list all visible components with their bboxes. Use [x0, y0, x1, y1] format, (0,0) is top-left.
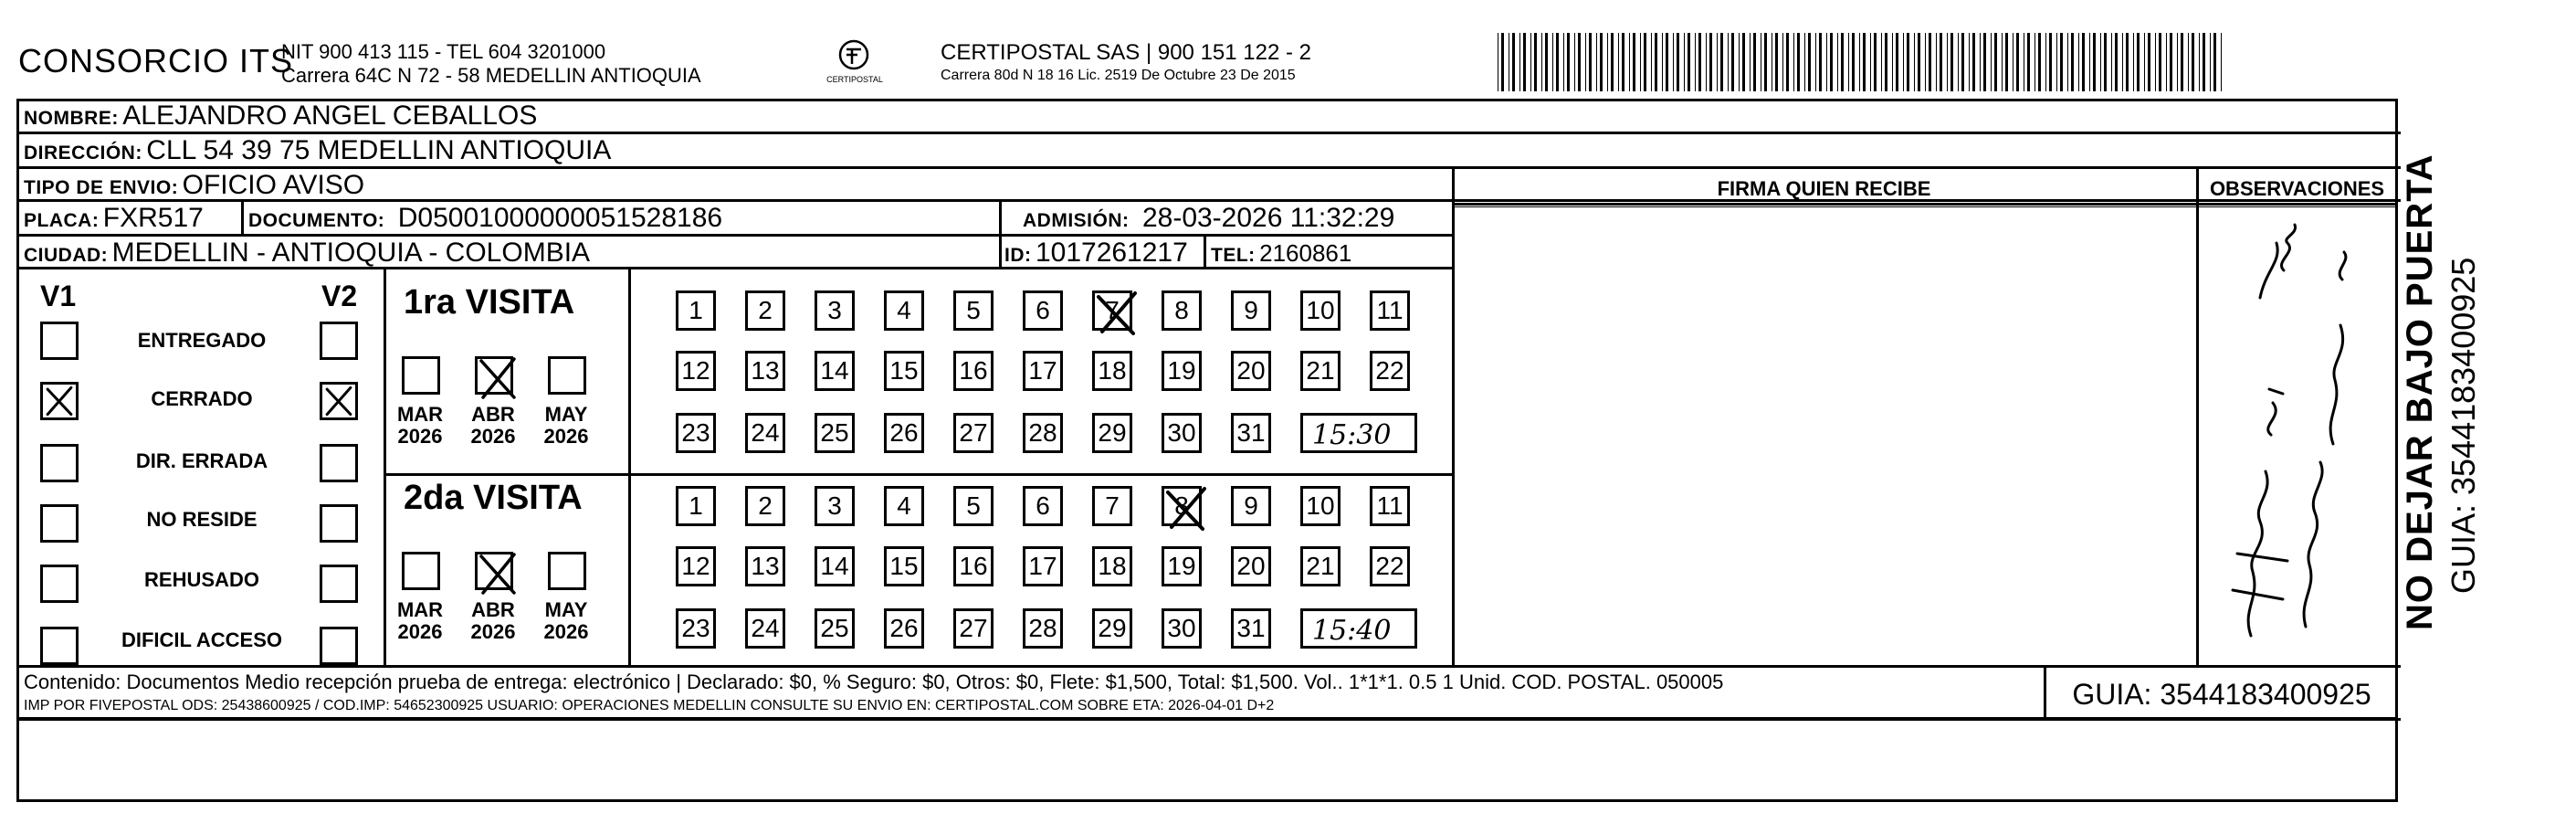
document-cell [248, 203, 722, 234]
day-box[interactable] [953, 290, 994, 331]
tel-label: TEL: [1211, 245, 1256, 266]
day-number: 14 [820, 356, 849, 385]
visit-time-box[interactable] [1300, 608, 1417, 649]
day-box[interactable] [745, 351, 785, 391]
city: MEDELLIN - ANTIOQUIA - COLOMBIA [111, 238, 591, 268]
day-number: 8 [1174, 296, 1189, 324]
day-box[interactable] [1162, 351, 1202, 391]
day-box[interactable] [953, 486, 994, 526]
month-label [391, 599, 449, 643]
day-number: 21 [1306, 552, 1335, 580]
day-number: 26 [889, 418, 919, 447]
recipient-name-row [24, 100, 537, 132]
day-box[interactable] [1092, 351, 1132, 391]
day-number: 22 [1375, 356, 1404, 385]
day-box[interactable] [676, 413, 716, 453]
day-box[interactable] [1162, 486, 1202, 526]
day-number: 6 [1036, 296, 1050, 324]
barcode [1498, 33, 2228, 91]
status-v2-checkbox[interactable] [320, 504, 358, 543]
day-number: 1 [689, 491, 703, 520]
imp-line: IMP POR FIVEPOSTAL ODS: 25438600925 / COD.IMP: 54652300925 USUARIO: OPERACIONES MEDELLIN CONSULTE SU ENVIO EN: CERTIPOSTAL.COM SOBRE ETA: 2026-04-01 D+2 [24, 698, 1275, 713]
visit-time: 15:30 [1312, 419, 1392, 451]
plate-label: PLACA: [24, 210, 100, 231]
day-number: 30 [1167, 614, 1196, 642]
status-label: DIR. ERRADA [135, 449, 268, 472]
certipostal-logo-text: CERTIPOSTAL [826, 75, 883, 84]
send-type-row [24, 170, 364, 201]
day-box[interactable] [676, 546, 716, 586]
day-number: 5 [966, 491, 981, 520]
send-type-label: TIPO DE ENVIO: [24, 177, 179, 198]
visit-time-box[interactable] [1300, 413, 1417, 453]
day-box[interactable] [1370, 546, 1410, 586]
day-number: 21 [1306, 356, 1335, 385]
day-box[interactable] [745, 546, 785, 586]
day-box[interactable] [1370, 351, 1410, 391]
day-box[interactable] [1370, 290, 1410, 331]
day-number: 16 [959, 356, 988, 385]
contents-line: Contenido: Documentos Medio recepción prueba de entrega: electrónico | Declarado: $0, % Seguro: $0, Otros: $0, Flete: $1,500, Total: $1,500. Vol.. 1*1*1. 0.5 1 Unid. COD. POSTAL. 050005 [24, 670, 1724, 693]
status-v1-checkbox[interactable] [40, 565, 79, 603]
admission-date: 28-03-2026 11:32:29 [1141, 203, 1395, 233]
day-number: 13 [751, 552, 780, 580]
status-v1-checkbox[interactable] [40, 627, 79, 665]
day-box[interactable] [745, 290, 785, 331]
bottom-blank-area [16, 718, 2398, 802]
v2-header: V2 [321, 280, 358, 312]
day-number: 11 [1376, 296, 1404, 324]
side-warning: NO DEJAR BAJO PUERTA [2400, 153, 2440, 630]
status-v1-checkbox[interactable] [40, 504, 79, 543]
day-number: 25 [820, 614, 849, 642]
admission-cell [1023, 203, 1394, 234]
day-number: 27 [959, 614, 988, 642]
day-number: 24 [751, 418, 780, 447]
day-number: 10 [1306, 491, 1335, 520]
day-number: 9 [1244, 491, 1258, 520]
day-box[interactable] [815, 486, 855, 526]
plate: FXR517 [102, 203, 204, 233]
day-box[interactable] [1092, 413, 1132, 453]
month-checkbox[interactable] [475, 552, 513, 590]
day-box[interactable] [1162, 546, 1202, 586]
day-box[interactable] [953, 546, 994, 586]
day-box[interactable] [676, 290, 716, 331]
day-number: 20 [1236, 356, 1266, 385]
side-notice [2400, 153, 2483, 630]
day-box[interactable] [1370, 486, 1410, 526]
day-box[interactable] [745, 608, 785, 649]
month-checkbox[interactable] [475, 356, 513, 395]
day-number: 25 [820, 418, 849, 447]
month-name: MAR [396, 598, 444, 621]
status-v2-checkbox[interactable] [320, 565, 358, 603]
courier-name: CERTIPOSTAL SAS | 900 151 122 - 2 [941, 40, 1311, 65]
month-year: 2026 [543, 620, 589, 643]
day-number: 22 [1375, 552, 1404, 580]
id-label: ID: [1004, 245, 1032, 266]
visit-time: 15:40 [1312, 615, 1392, 647]
status-v2-checkbox[interactable] [320, 627, 358, 665]
day-box[interactable] [1231, 546, 1271, 586]
day-number: 4 [897, 491, 911, 520]
day-number: 8 [1174, 491, 1189, 520]
day-number: 23 [681, 418, 710, 447]
month-year: 2026 [397, 425, 443, 448]
day-number: 3 [827, 491, 842, 520]
day-box[interactable] [676, 486, 716, 526]
month-year: 2026 [397, 620, 443, 643]
day-number: 7 [1105, 296, 1120, 324]
handwritten-observation [2196, 206, 2398, 665]
visit2-title: 2da VISITA [404, 479, 583, 517]
day-box[interactable] [884, 413, 924, 453]
document-number: D05001000000051528186 [397, 203, 723, 233]
day-box[interactable] [1300, 290, 1341, 331]
recipient-name: ALEJANDRO ANGEL CEBALLOS [122, 100, 538, 131]
day-number: 31 [1236, 418, 1266, 447]
day-box[interactable] [1023, 290, 1063, 331]
day-box[interactable] [1231, 608, 1271, 649]
day-number: 2 [758, 491, 773, 520]
courier-license: Carrera 80d N 18 16 Lic. 2519 De Octubre 23 De 2015 [941, 68, 1296, 83]
address-label: DIRECCIÓN: [24, 143, 142, 164]
day-box[interactable] [815, 608, 855, 649]
day-box[interactable] [1023, 546, 1063, 586]
day-box[interactable] [1092, 546, 1132, 586]
day-number: 2 [758, 296, 773, 324]
day-number: 3 [827, 296, 842, 324]
day-box[interactable] [1231, 486, 1271, 526]
day-number: 9 [1244, 296, 1258, 324]
day-number: 31 [1236, 614, 1266, 642]
day-box[interactable] [884, 486, 924, 526]
day-number: 18 [1098, 356, 1127, 385]
month-year: 2026 [543, 425, 589, 448]
day-number: 20 [1236, 552, 1266, 580]
day-mark-icon [1161, 483, 1212, 534]
month-name: MAY [544, 598, 588, 621]
tel-cell [1211, 239, 1351, 268]
day-number: 10 [1306, 296, 1335, 324]
day-number: 18 [1098, 552, 1127, 580]
month-label [537, 599, 595, 643]
day-box[interactable] [745, 413, 785, 453]
recipient-tel: 2160861 [1259, 239, 1352, 267]
day-number: 15 [889, 552, 919, 580]
day-number: 23 [681, 614, 710, 642]
day-box[interactable] [676, 608, 716, 649]
status-label: DIFICIL ACCESO [121, 628, 282, 651]
day-box[interactable] [1092, 608, 1132, 649]
day-number: 13 [751, 356, 780, 385]
status-label: NO RESIDE [146, 508, 258, 531]
day-box[interactable] [1231, 290, 1271, 331]
day-box[interactable] [1300, 486, 1341, 526]
month-label [391, 404, 449, 448]
v1-header: V1 [40, 280, 77, 312]
day-box[interactable] [1162, 608, 1202, 649]
send-type: OFICIO AVISO [182, 170, 365, 200]
day-box[interactable] [1092, 290, 1132, 331]
day-number: 19 [1167, 356, 1196, 385]
month-year: 2026 [470, 620, 516, 643]
plate-cell [24, 203, 204, 234]
day-number: 27 [959, 418, 988, 447]
document-label: DOCUMENTO: [248, 210, 385, 231]
day-box[interactable] [815, 351, 855, 391]
month-name: ABR [471, 403, 515, 426]
signature-header: FIRMA QUIEN RECIBE [1717, 177, 1931, 200]
month-label [464, 404, 522, 448]
day-box[interactable] [953, 608, 994, 649]
city-cell [24, 238, 590, 269]
day-box[interactable] [1092, 486, 1132, 526]
day-box[interactable] [1231, 413, 1271, 453]
observations-header: OBSERVACIONES [2209, 177, 2385, 200]
company-name: CONSORCIO ITS [18, 42, 294, 79]
name-label: NOMBRE: [24, 108, 119, 129]
status-v2-checkbox[interactable] [320, 322, 358, 360]
day-number: 12 [681, 356, 710, 385]
company-address: Carrera 64C N 72 - 58 MEDELLIN ANTIOQUIA [281, 64, 701, 87]
status-label: REHUSADO [144, 568, 259, 591]
day-number: 4 [897, 296, 911, 324]
day-number: 1 [689, 296, 703, 324]
city-label: CIUDAD: [24, 245, 109, 266]
status-v1-checkbox[interactable] [40, 322, 79, 360]
day-box[interactable] [1023, 608, 1063, 649]
month-label [464, 599, 522, 643]
day-box[interactable] [815, 413, 855, 453]
day-number: 16 [959, 552, 988, 580]
month-checkbox[interactable] [402, 552, 440, 590]
side-guide-number: GUIA: 3544183400925 [2445, 257, 2482, 594]
status-label: ENTREGADO [137, 329, 267, 352]
day-box[interactable] [884, 351, 924, 391]
month-checkbox[interactable] [548, 552, 586, 590]
day-number: 17 [1028, 356, 1057, 385]
day-number: 12 [681, 552, 710, 580]
month-checkbox[interactable] [402, 356, 440, 395]
day-box[interactable] [1231, 351, 1271, 391]
status-v2-checkbox[interactable] [320, 444, 358, 482]
recipient-address-row [24, 135, 611, 166]
status-v2-checkbox[interactable] [320, 382, 358, 420]
month-name: ABR [471, 598, 515, 621]
day-box[interactable] [676, 351, 716, 391]
day-box[interactable] [884, 608, 924, 649]
month-label [537, 404, 595, 448]
day-number: 30 [1167, 418, 1196, 447]
day-box[interactable] [884, 546, 924, 586]
status-v1-checkbox[interactable] [40, 382, 79, 420]
day-number: 29 [1098, 418, 1127, 447]
recipient-id: 1017261217 [1035, 238, 1188, 268]
month-checkbox[interactable] [548, 356, 586, 395]
day-box[interactable] [745, 486, 785, 526]
day-box[interactable] [1300, 546, 1341, 586]
admission-label: ADMISIÓN: [1023, 210, 1130, 231]
status-label: CERRADO [151, 387, 253, 410]
month-name: MAR [396, 403, 444, 426]
day-box[interactable] [1023, 413, 1063, 453]
day-box[interactable] [1162, 413, 1202, 453]
day-box[interactable] [953, 413, 994, 453]
day-number: 26 [889, 614, 919, 642]
day-number: 24 [751, 614, 780, 642]
day-box[interactable] [953, 351, 994, 391]
company-nit-tel: NIT 900 413 115 - TEL 604 3201000 [281, 40, 606, 63]
day-box[interactable] [815, 546, 855, 586]
day-box[interactable] [1023, 486, 1063, 526]
recipient-address: CLL 54 39 75 MEDELLIN ANTIOQUIA [146, 135, 612, 165]
day-number: 5 [966, 296, 981, 324]
visit1-title: 1ra VISITA [404, 283, 575, 322]
day-box[interactable] [1300, 351, 1341, 391]
day-number: 29 [1098, 614, 1127, 642]
day-number: 28 [1028, 614, 1057, 642]
month-name: MAY [544, 403, 588, 426]
day-number: 28 [1028, 418, 1057, 447]
status-v1-checkbox[interactable] [40, 444, 79, 482]
day-number: 6 [1036, 491, 1050, 520]
day-number: 11 [1376, 491, 1404, 520]
day-number: 7 [1105, 491, 1120, 520]
day-box[interactable] [1023, 351, 1063, 391]
day-number: 15 [889, 356, 919, 385]
day-number: 14 [820, 552, 849, 580]
month-year: 2026 [470, 425, 516, 448]
footer-guide-number: GUIA: 3544183400925 [2072, 678, 2371, 711]
day-mark-icon [1091, 288, 1142, 339]
day-number: 17 [1028, 552, 1057, 580]
day-box[interactable] [884, 290, 924, 331]
id-cell [1004, 238, 1188, 269]
day-number: 19 [1167, 552, 1196, 580]
day-box[interactable] [815, 290, 855, 331]
day-box[interactable] [1162, 290, 1202, 331]
